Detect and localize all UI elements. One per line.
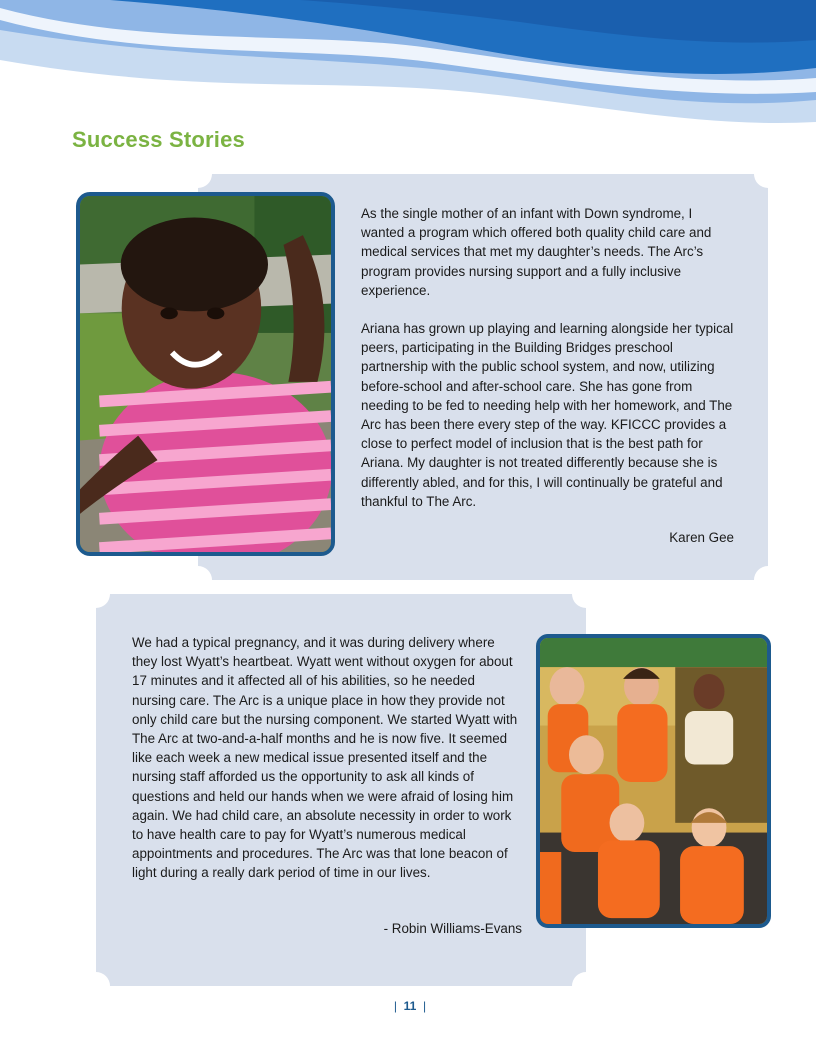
header-wave-banner xyxy=(0,0,816,130)
page-number-divider: | xyxy=(423,999,427,1013)
photo-children-group xyxy=(536,634,771,928)
story-2-text xyxy=(132,633,522,902)
photo-girl-striped-shirt xyxy=(76,192,335,556)
story-1-attribution: Karen Gee xyxy=(669,530,734,545)
story-2-attribution: - Robin Williams-Evans xyxy=(383,921,522,936)
story-1-text xyxy=(361,204,736,530)
page-number-value: 11 xyxy=(403,999,417,1013)
page-number xyxy=(388,999,432,1013)
story-1-paragraph: Ariana has grown up playing and learning alongside her typical peers, participating in the Building Bridges preschool partnership with the public school system, and now, utilizing before-school and after-school care. She has gone from needing to be fed to needing help with her homework, and The Arc has been there every step of the way. KFICCC provides a close to perfect model of inclusion that is the best path for Ariana. My daughter is not treated differently because she is differently abled, and for this, I will continually be grateful and thankful to The Arc. xyxy=(361,321,734,509)
story-2-paragraph: We had a typical pregnancy, and it was during delivery where they lost Wyatt’s heartbeat. Wyatt went without oxygen for about 17 minutes and it affected all of his abilities, so he needed nursing care. The Arc is a unique place in how they provide not only child care but the nursing component. We started Wyatt with The Arc at two-and-a-half months and he is now five. It seemed like each week a new medical issue presented itself and the nursing staff afforded us the opportunity to ask all kinds of questions and held our hands when we were afraid of losing him again. We had child care, an absolute necessity in order to work to have health care to pay for Wyatt’s numerous medical appointments and procedures. The Arc was that lone beacon of light during a really dark period of time in our lives. xyxy=(132,635,518,881)
page-number-divider: | xyxy=(393,999,397,1013)
section-title: Success Stories xyxy=(72,127,245,152)
story-1-paragraph: As the single mother of an infant with Down syndrome, I wanted a program which offered both quality child care and medical services that met my daughter’s needs. The Arc’s program provides nursing support and a fully inclusive experience. xyxy=(361,206,712,298)
